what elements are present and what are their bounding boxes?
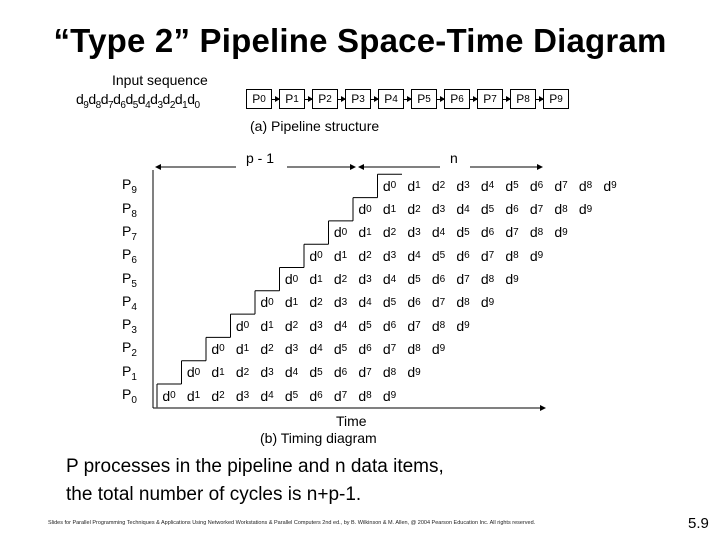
footer-credit: Slides for Parallel Programming Techniques & Applications Using Networked Workstations & Parallel Computers 2nd ed., by B. Wilkinson & M. Allen, @ 2004 Pearson Education Inc. All rights reserved. xyxy=(48,520,536,526)
timing-cell-p2-d4: d 4 xyxy=(309,340,323,357)
input-sequence-label: Input sequence xyxy=(112,72,208,88)
pipeline-stage-p8: P 8 xyxy=(510,89,536,109)
timing-cell-p5-d0: d 0 xyxy=(284,271,299,287)
timing-cell-p6-d6: d 6 xyxy=(456,247,470,264)
timing-cell-p6-d1: d 1 xyxy=(333,247,348,264)
timing-cell-p3-d8: d 8 xyxy=(431,317,446,334)
p-minus-1-label: p - 1 xyxy=(246,150,275,166)
timing-cell-p0-d7: d 7 xyxy=(333,387,348,404)
timing-cell-p7-d7: d 7 xyxy=(505,224,519,241)
timing-cell-p4-d2: d 2 xyxy=(309,294,323,311)
timing-cell-p8-d9: d 9 xyxy=(578,201,593,218)
timing-cell-p7-d2: d 2 xyxy=(382,224,397,241)
timing-cell-p3-d6: d 6 xyxy=(382,317,397,334)
process-label-p3: $P_3$ xyxy=(122,316,137,336)
p-minus-1-arrowhead xyxy=(350,164,356,170)
timing-cell-p1-d4: d 4 xyxy=(284,364,299,381)
timing-cell-p7-d0: d 0 xyxy=(333,224,348,241)
timing-cell-p9-d7: d 7 xyxy=(554,177,568,194)
body-line: the total number of cycles is n+p-1. xyxy=(66,484,362,505)
time-axis-label: Time xyxy=(336,413,367,429)
timing-cell-p5-d8: d 8 xyxy=(480,271,495,287)
timing-cell-p3-d5: d 5 xyxy=(358,317,372,334)
slide-title: “Type 2” Pipeline Space-Time Diagram xyxy=(53,22,667,59)
timing-cell-p6-d8: d 8 xyxy=(505,247,519,264)
pipeline-stage-p3: P 3 xyxy=(345,89,371,109)
timing-cell-p1-d1: d 1 xyxy=(211,364,225,381)
timing-cell-p5-d7: d 7 xyxy=(456,271,470,287)
timing-cell-p3-d1: d 1 xyxy=(260,317,274,334)
n-arrowhead xyxy=(358,164,364,170)
timing-cell-p2-d7: d 7 xyxy=(382,340,397,357)
timing-cell-p9-d9: d 9 xyxy=(603,177,617,194)
timing-cell-p7-d1: d 1 xyxy=(358,224,372,241)
timing-cell-p4-d7: d 7 xyxy=(431,294,446,311)
timing-cell-p5-d3: d 3 xyxy=(358,271,372,287)
timing-cell-p4-d4: d 4 xyxy=(358,294,372,311)
timing-cell-p8-d4: d 4 xyxy=(456,201,470,218)
timing-cell-p1-d7: d 7 xyxy=(358,364,372,381)
timing-cell-p3-d4: d 4 xyxy=(333,317,348,334)
body-line: P processes in the pipeline and n data items, xyxy=(66,456,444,477)
timing-cell-p5-d1: d 1 xyxy=(309,271,323,287)
timing-cell-p0-d5: d 5 xyxy=(284,387,299,404)
timing-cell-p1-d2: d 2 xyxy=(235,364,250,381)
timing-cell-p1-d8: d 8 xyxy=(382,364,397,381)
timing-cell-p9-d1: d 1 xyxy=(407,177,421,194)
timing-cell-p6-d0: d 0 xyxy=(309,247,323,264)
timing-cell-p3-d9: d 9 xyxy=(456,317,470,334)
timing-cell-p4-d5: d 5 xyxy=(382,294,397,311)
timing-cell-p0-d9: d 9 xyxy=(382,387,397,404)
process-label-p0: $P_0$ xyxy=(122,386,137,406)
timing-cell-p5-d2: d 2 xyxy=(333,271,348,287)
timing-cell-p2-d1: d 1 xyxy=(235,340,250,357)
timing-cell-p5-d5: d 5 xyxy=(407,271,421,287)
timing-cell-p3-d7: d 7 xyxy=(407,317,421,334)
timing-cell-p2-d9: d 9 xyxy=(431,340,446,357)
timing-cell-p4-d0: d 0 xyxy=(260,294,274,311)
timing-cell-p7-d9: d 9 xyxy=(554,224,568,241)
timing-cell-p9-d3: d 3 xyxy=(456,177,470,194)
timing-cell-p4-d3: d 3 xyxy=(333,294,348,311)
pipeline-stage-p4: P 4 xyxy=(378,89,404,109)
timing-cell-p5-d9: d 9 xyxy=(505,271,519,287)
timing-cell-p4-d1: d 1 xyxy=(284,294,299,311)
timing-cell-p7-d6: d 6 xyxy=(480,224,495,241)
timing-cell-p4-d8: d 8 xyxy=(456,294,470,311)
timing-cell-p8-d8: d 8 xyxy=(554,201,568,218)
timing-cell-p6-d4: d 4 xyxy=(407,247,421,264)
timing-cell-p8-d6: d 6 xyxy=(505,201,519,218)
process-label-p6: $P_6$ xyxy=(122,246,137,266)
timing-cell-p6-d5: d 5 xyxy=(431,247,446,264)
timing-cell-p9-d6: d 6 xyxy=(529,177,544,194)
timing-cell-p5-d6: d 6 xyxy=(431,271,446,287)
timing-cell-p7-d4: d 4 xyxy=(431,224,446,241)
timing-cell-p9-d4: d 4 xyxy=(480,177,495,194)
timing-cell-p3-d3: d 3 xyxy=(309,317,323,334)
timing-cell-p0-d2: d 2 xyxy=(211,387,225,404)
pipeline-stage-p7: P 7 xyxy=(477,89,503,109)
timing-cell-p1-d0: d 0 xyxy=(186,364,201,381)
timing-cell-p9-d0: d 0 xyxy=(382,177,397,194)
process-label-p5: $P_5$ xyxy=(122,269,137,290)
timing-cell-p1-d3: d 3 xyxy=(260,364,274,381)
process-label-p1: $P_1$ xyxy=(122,362,137,383)
timing-cell-p0-d4: d 4 xyxy=(260,387,274,404)
timing-cell-p2-d2: d 2 xyxy=(260,340,274,357)
timing-cell-p6-d9: d 9 xyxy=(529,247,544,264)
timing-cell-p0-d3: d 3 xyxy=(235,387,250,404)
timing-cell-p0-d6: d 6 xyxy=(309,387,323,404)
time-axis-arrowhead xyxy=(540,405,546,411)
process-label-p8: $P_8$ xyxy=(122,199,137,220)
process-label-p7: $P_7$ xyxy=(122,222,137,243)
p-minus-1-arrowhead xyxy=(155,164,161,170)
body-text xyxy=(66,453,444,509)
timing-cell-p2-d8: d 8 xyxy=(407,340,421,357)
timing-cell-p4-d9: d 9 xyxy=(480,294,495,311)
timing-cell-p1-d5: d 5 xyxy=(309,364,323,381)
pipeline-stage-p0: P 0 xyxy=(246,89,272,109)
timing-cell-p2-d5: d 5 xyxy=(333,340,348,357)
n-label: n xyxy=(450,150,458,166)
pipeline-stage-p2: P 2 xyxy=(312,89,338,109)
timing-cell-p2-d3: d 3 xyxy=(284,340,299,357)
timing-cell-p6-d3: d 3 xyxy=(382,247,397,264)
pipeline-stage-p9: P 9 xyxy=(543,89,569,109)
n-arrowhead xyxy=(537,164,543,170)
timing-cell-p9-d2: d 2 xyxy=(431,177,446,194)
timing-cell-p1-d9: d 9 xyxy=(407,364,421,381)
timing-cell-p1-d6: d 6 xyxy=(333,364,348,381)
timing-cell-p4-d6: d 6 xyxy=(407,294,421,311)
timing-cell-p7-d8: d 8 xyxy=(529,224,544,241)
timing-cell-p8-d5: d 5 xyxy=(480,201,495,218)
timing-caption: (b) Timing diagram xyxy=(260,430,377,446)
timing-cell-p9-d8: d 8 xyxy=(578,177,593,194)
timing-cell-p0-d8: d 8 xyxy=(358,387,372,404)
pipeline-caption: (a) Pipeline structure xyxy=(250,118,380,134)
pipeline-stage-p6: P 6 xyxy=(444,89,470,109)
timing-cell-p6-d7: d 7 xyxy=(480,247,495,264)
process-label-p2: $P_2$ xyxy=(122,339,137,360)
timing-cell-p8-d2: d 2 xyxy=(407,201,421,218)
timing-cell-p3-d2: d 2 xyxy=(284,317,299,334)
timing-cell-p8-d0: d 0 xyxy=(358,201,372,218)
timing-cell-p0-d1: d 1 xyxy=(186,387,201,404)
timing-cell-p8-d7: d 7 xyxy=(529,201,544,218)
process-label-p9: $P_9$ xyxy=(122,176,137,197)
process-label-p4: $P_4$ xyxy=(122,292,137,313)
timing-cell-p2-d6: d 6 xyxy=(358,340,372,357)
input-sequence: $d_9d_8d_7d_6d_5d_4d_3d_2d_1d_0$ xyxy=(76,91,200,111)
timing-cell-p9-d5: d 5 xyxy=(505,177,519,194)
timing-cell-p7-d5: d 5 xyxy=(456,224,470,241)
timing-cell-p6-d2: d 2 xyxy=(358,247,372,264)
timing-cell-p8-d1: d 1 xyxy=(382,201,397,218)
timing-cell-p0-d0: d 0 xyxy=(162,387,176,404)
timing-cell-p8-d3: d 3 xyxy=(431,201,446,218)
timing-cell-p2-d0: d 0 xyxy=(211,340,225,357)
slide-number: 5.9 xyxy=(688,515,709,532)
timing-cell-p5-d4: d 4 xyxy=(382,271,397,287)
timing-cell-p7-d3: d 3 xyxy=(407,224,421,241)
pipeline-stage-p1: P 1 xyxy=(279,89,305,109)
pipeline-stage-p5: P 5 xyxy=(411,89,437,109)
timing-cell-p3-d0: d 0 xyxy=(235,317,250,334)
